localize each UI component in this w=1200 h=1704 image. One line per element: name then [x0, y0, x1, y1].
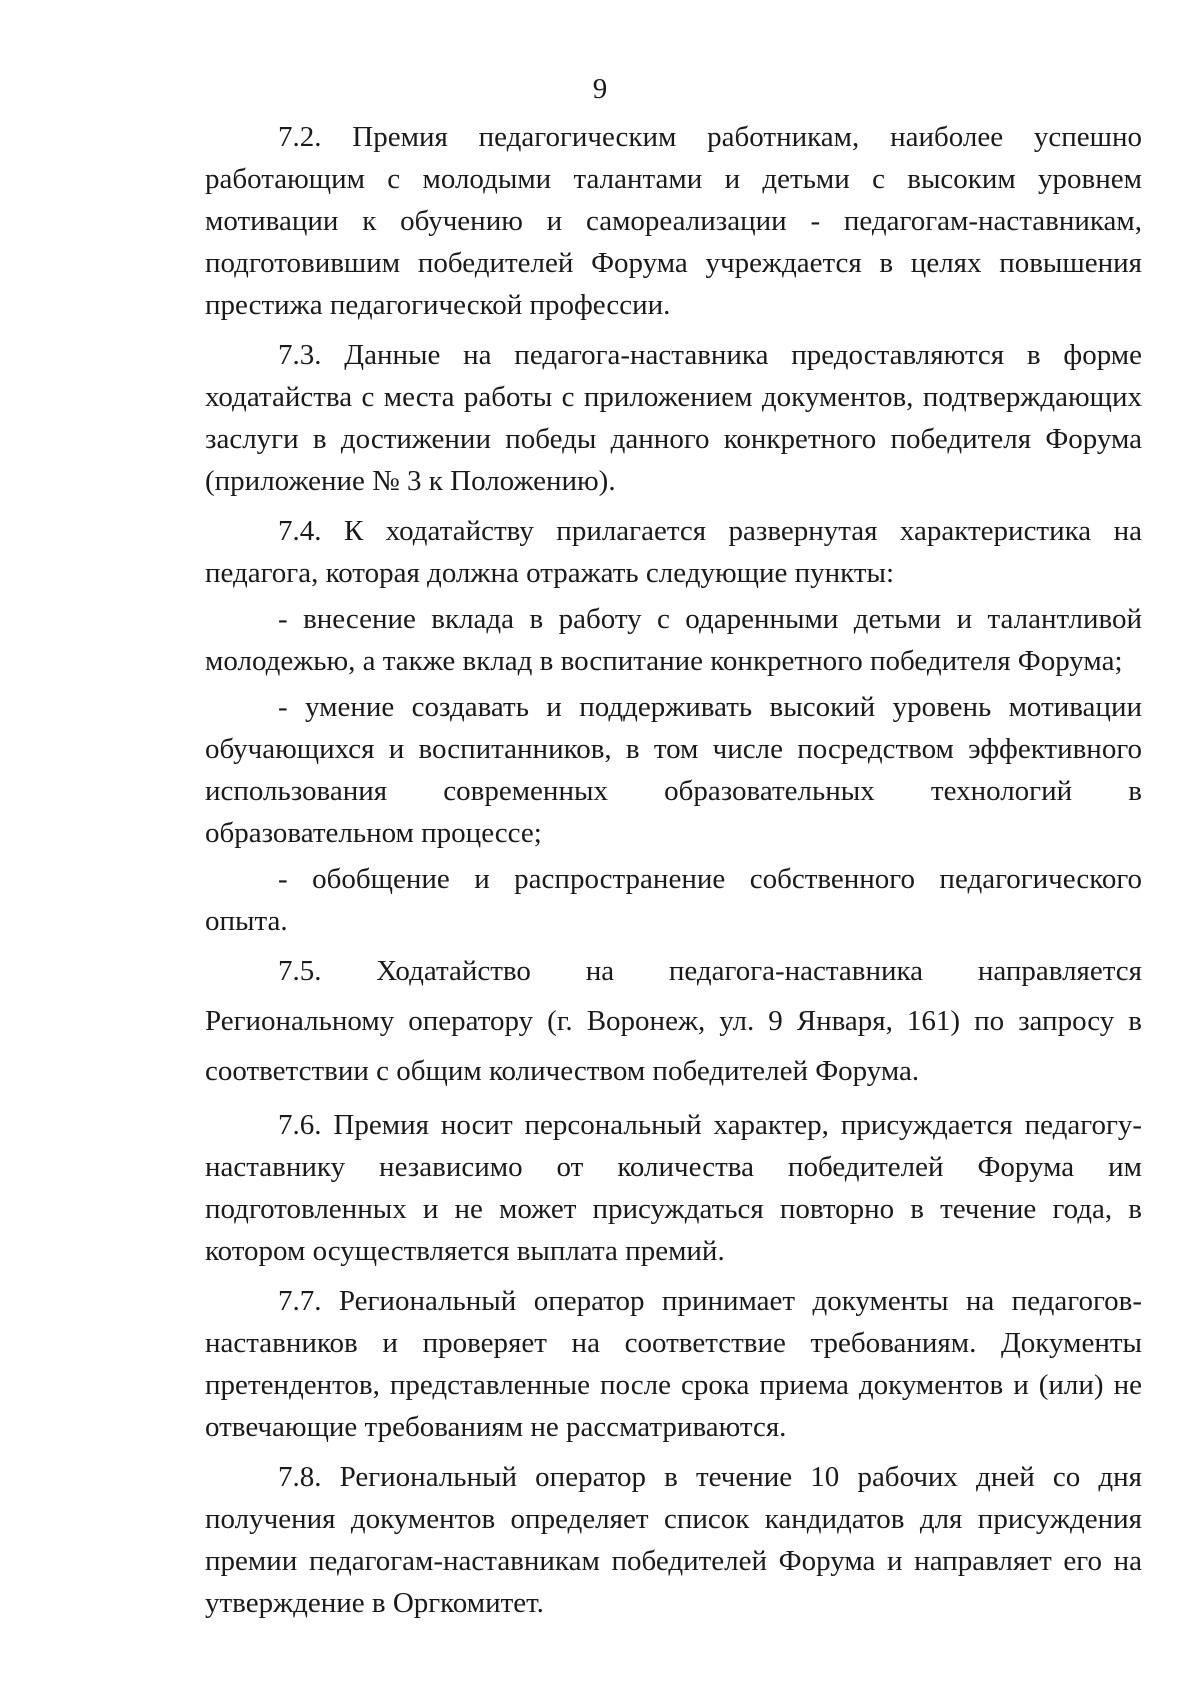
document-body — [205, 116, 1142, 1624]
list-item-motivation: - умение создавать и поддерживать высокий уровень мотивации обучающихся и воспитанников, в том числе посредством эффективного использования современных образовательных технологий в образовательном процессе; — [205, 691, 1142, 849]
page-number: 9 — [592, 73, 608, 105]
paragraph-7-6: 7.6. Премия носит персональный характер, присуждается педагогу-наставнику независимо от количества победителей Форума им подготовленных и не может присуждаться повторно в течение года, в котором осуществляется выплата премий. — [205, 1109, 1142, 1267]
paragraph-7-5: 7.5. Ходатайство на педагога-наставника направляется Региональному оператору (г. Воронеж, ул. 9 Января, 161) по запросу в соответствии с общим количеством победителей Форума. — [205, 955, 1142, 1087]
paragraph-7-3: 7.3. Данные на педагога-наставника предоставляются в форме ходатайства с места работы с приложением документов, подтверждающих заслуги в достижении победы данного конкретного победителя Форума (приложение № 3 к Положению). — [205, 339, 1142, 497]
list-item-experience: - обобщение и распространение собственного педагогического опыта. — [205, 863, 1142, 937]
paragraph-7-2: 7.2. Премия педагогическим работникам, наиболее успешно работающим с молодыми талантами и детьми с высоким уровнем мотивации к обучению и самореализации - педагогам-наставникам, подготовившим победителей Форума учреждается в целях повышения престижа педагогической профессии. — [205, 121, 1142, 321]
paragraph-7-4: 7.4. К ходатайству прилагается развернутая характеристика на педагога, которая должна отражать следующие пункты: — [205, 515, 1142, 589]
paragraph-7-7: 7.7. Региональный оператор принимает документы на педагогов-наставников и проверяет на соответствие требованиям. Документы претендентов, представленные после срока приема документов и (или) не отвечающие требованиям не рассматриваются. — [205, 1285, 1142, 1443]
list-item-contribution: - внесение вклада в работу с одаренными детьми и талантливой молодежью, а также вклад в воспитание конкретного победителя Форума; — [205, 603, 1142, 677]
paragraph-7-8: 7.8. Региональный оператор в течение 10 рабочих дней со дня получения документов определяет список кандидатов для присуждения премии педагогам-наставникам победителей Форума и направляет его на утверждение в Оргкомитет. — [205, 1461, 1142, 1619]
